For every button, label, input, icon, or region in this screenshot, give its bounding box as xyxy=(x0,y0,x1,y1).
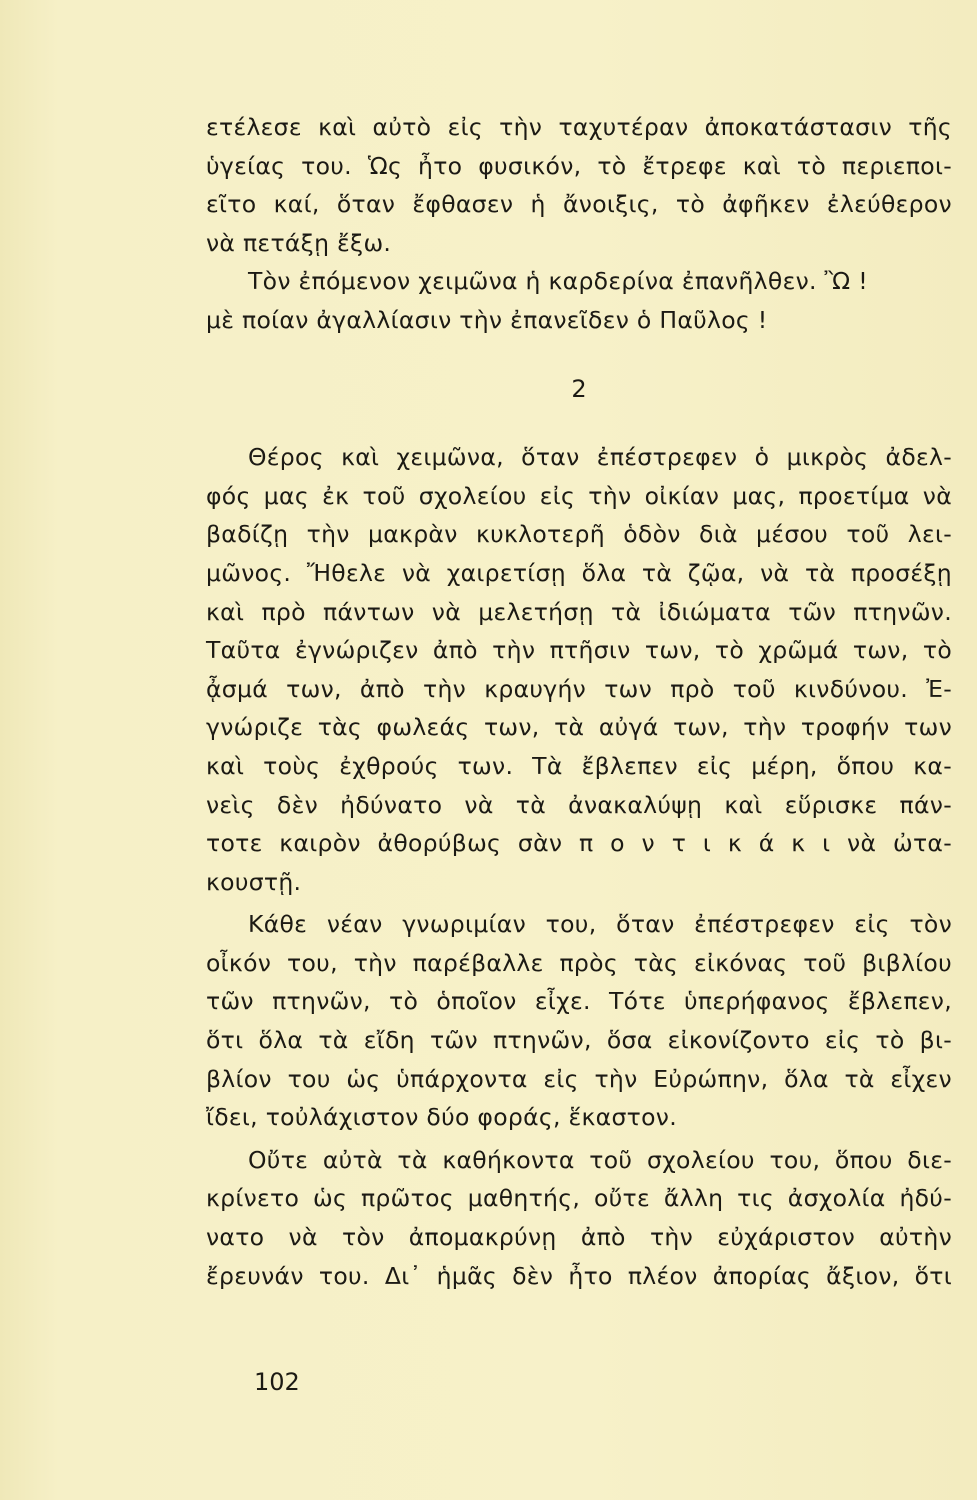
text-line: κουστῇ. xyxy=(206,867,302,896)
text-line: καὶ πρὸ πάντων νὰ μελετήσῃ τὰ ἰδιώματα τῶν πτηνῶν. xyxy=(206,597,952,626)
text-line: βαδίζῃ τὴν μακρὰν κυκλοτερῆ ὁδὸν διὰ μέσου τοῦ λει- xyxy=(206,520,952,549)
text-line: νὰ πετάξῃ ἔξω. xyxy=(206,228,392,257)
paragraph-3 xyxy=(206,438,952,901)
text-line: μὲ ποίαν ἀγαλλίασιν τὴν ἐπανεῖδεν ὁ Παῦλος ! xyxy=(206,305,768,334)
text-line: κρίνετο ὡς πρῶτος μαθητής, οὔτε ἄλλη τις ἀσχολία ἠδύ- xyxy=(206,1184,952,1213)
text-line: γνώριζε τὰς φωλεάς των, τὰ αὐγά των, τὴν τροφήν των xyxy=(206,713,952,742)
text-line: νατο νὰ τὸν ἀπομακρύνῃ ἀπὸ τὴν εὐχάριστον αὐτὴν xyxy=(206,1223,952,1252)
text-line: ετέλεσε καὶ αὐτὸ εἰς τὴν ταχυτέραν ἀποκατάστασιν τῆς xyxy=(206,113,952,141)
page-number: 102 xyxy=(254,1368,300,1396)
text-line: βλίον του ὡς ὑπάρχοντα εἰς τὴν Εὐρώπην, ὅλα τὰ εἶχεν xyxy=(206,1064,952,1093)
text-line: τοτε καιρὸν ἀθορύβως σὰν π ο ν τ ι κ ά κ ι νὰ ὠτα- xyxy=(206,829,952,858)
text-line: Ταῦτα ἐγνώριζεν ἀπὸ τὴν πτῆσιν των, τὸ χρῶμά των, τὸ xyxy=(206,636,952,665)
text-line: Τὸν ἐπόμενον χειμῶνα ἡ καρδερίνα ἐπανῆλθεν. Ὢ ! xyxy=(248,267,868,296)
text-line: ἔρευνάν του. Δι᾽ ἡμᾶς δὲν ἦτο πλέον ἀπορίας ἄξιον, ὅτι xyxy=(206,1261,952,1290)
text-line: μῶνος. Ἤθελε νὰ χαιρετίσῃ ὅλα τὰ ζῷα, νὰ τὰ προσέξῃ xyxy=(206,558,952,587)
text-line: Κάθε νέαν γνωριμίαν του, ὅταν ἐπέστρεφεν εἰς τὸν xyxy=(248,910,952,939)
paragraph-5 xyxy=(206,1141,952,1295)
body-text xyxy=(206,108,952,1295)
text-line: ὑγείας του. Ὡς ἦτο φυσικόν, τὸ ἔτρεφε καὶ τὸ περιεποι- xyxy=(206,151,952,180)
text-line: νεὶς δὲν ἠδύνατο νὰ τὰ ἀνακαλύψῃ καὶ εὕρισκε πάν- xyxy=(206,790,952,819)
text-line: ὅτι ὅλα τὰ εἴδη τῶν πτηνῶν, ὅσα εἰκονίζοντο εἰς τὸ βι- xyxy=(206,1026,952,1055)
text-line: εῖτο καί, ὅταν ἔφθασεν ἡ ἄνοιξις, τὸ ἀφῆκεν ἐλεύθερον xyxy=(206,190,952,219)
text-line: ᾆσμά των, ἀπὸ τὴν κραυγήν των πρὸ τοῦ κινδύνου. Ἐ- xyxy=(206,674,952,703)
paragraph-4 xyxy=(206,905,952,1137)
text-line: τῶν πτηνῶν, τὸ ὁποῖον εἶχε. Τότε ὑπερήφανος ἔβλεπεν, xyxy=(206,987,952,1016)
text-line: οἶκόν του, τὴν παρέβαλλε πρὸς τὰς εἰκόνας τοῦ βιβλίου xyxy=(206,948,952,977)
text-line: φός μας ἐκ τοῦ σχολείου εἰς τὴν οἰκίαν μας, προετίμα νὰ xyxy=(206,481,952,510)
section-number: 2 xyxy=(571,374,587,403)
paragraph-1 xyxy=(206,108,952,262)
text-line: Οὔτε αὐτὰ τὰ καθήκοντα τοῦ σχολείου του, ὅπου διε- xyxy=(248,1145,952,1174)
paragraph-2 xyxy=(206,262,952,339)
text-line: Θέρος καὶ χειμῶνα, ὅταν ἐπέστρεφεν ὁ μικρὸς ἀδελ- xyxy=(248,443,952,472)
text-line: ἴδει, τοὐλάχιστον δύο φοράς, ἕκαστον. xyxy=(206,1103,677,1132)
text-line: καὶ τοὺς ἐχθρούς των. Τὰ ἔβλεπεν εἰς μέρη, ὅπου κα- xyxy=(206,751,952,780)
